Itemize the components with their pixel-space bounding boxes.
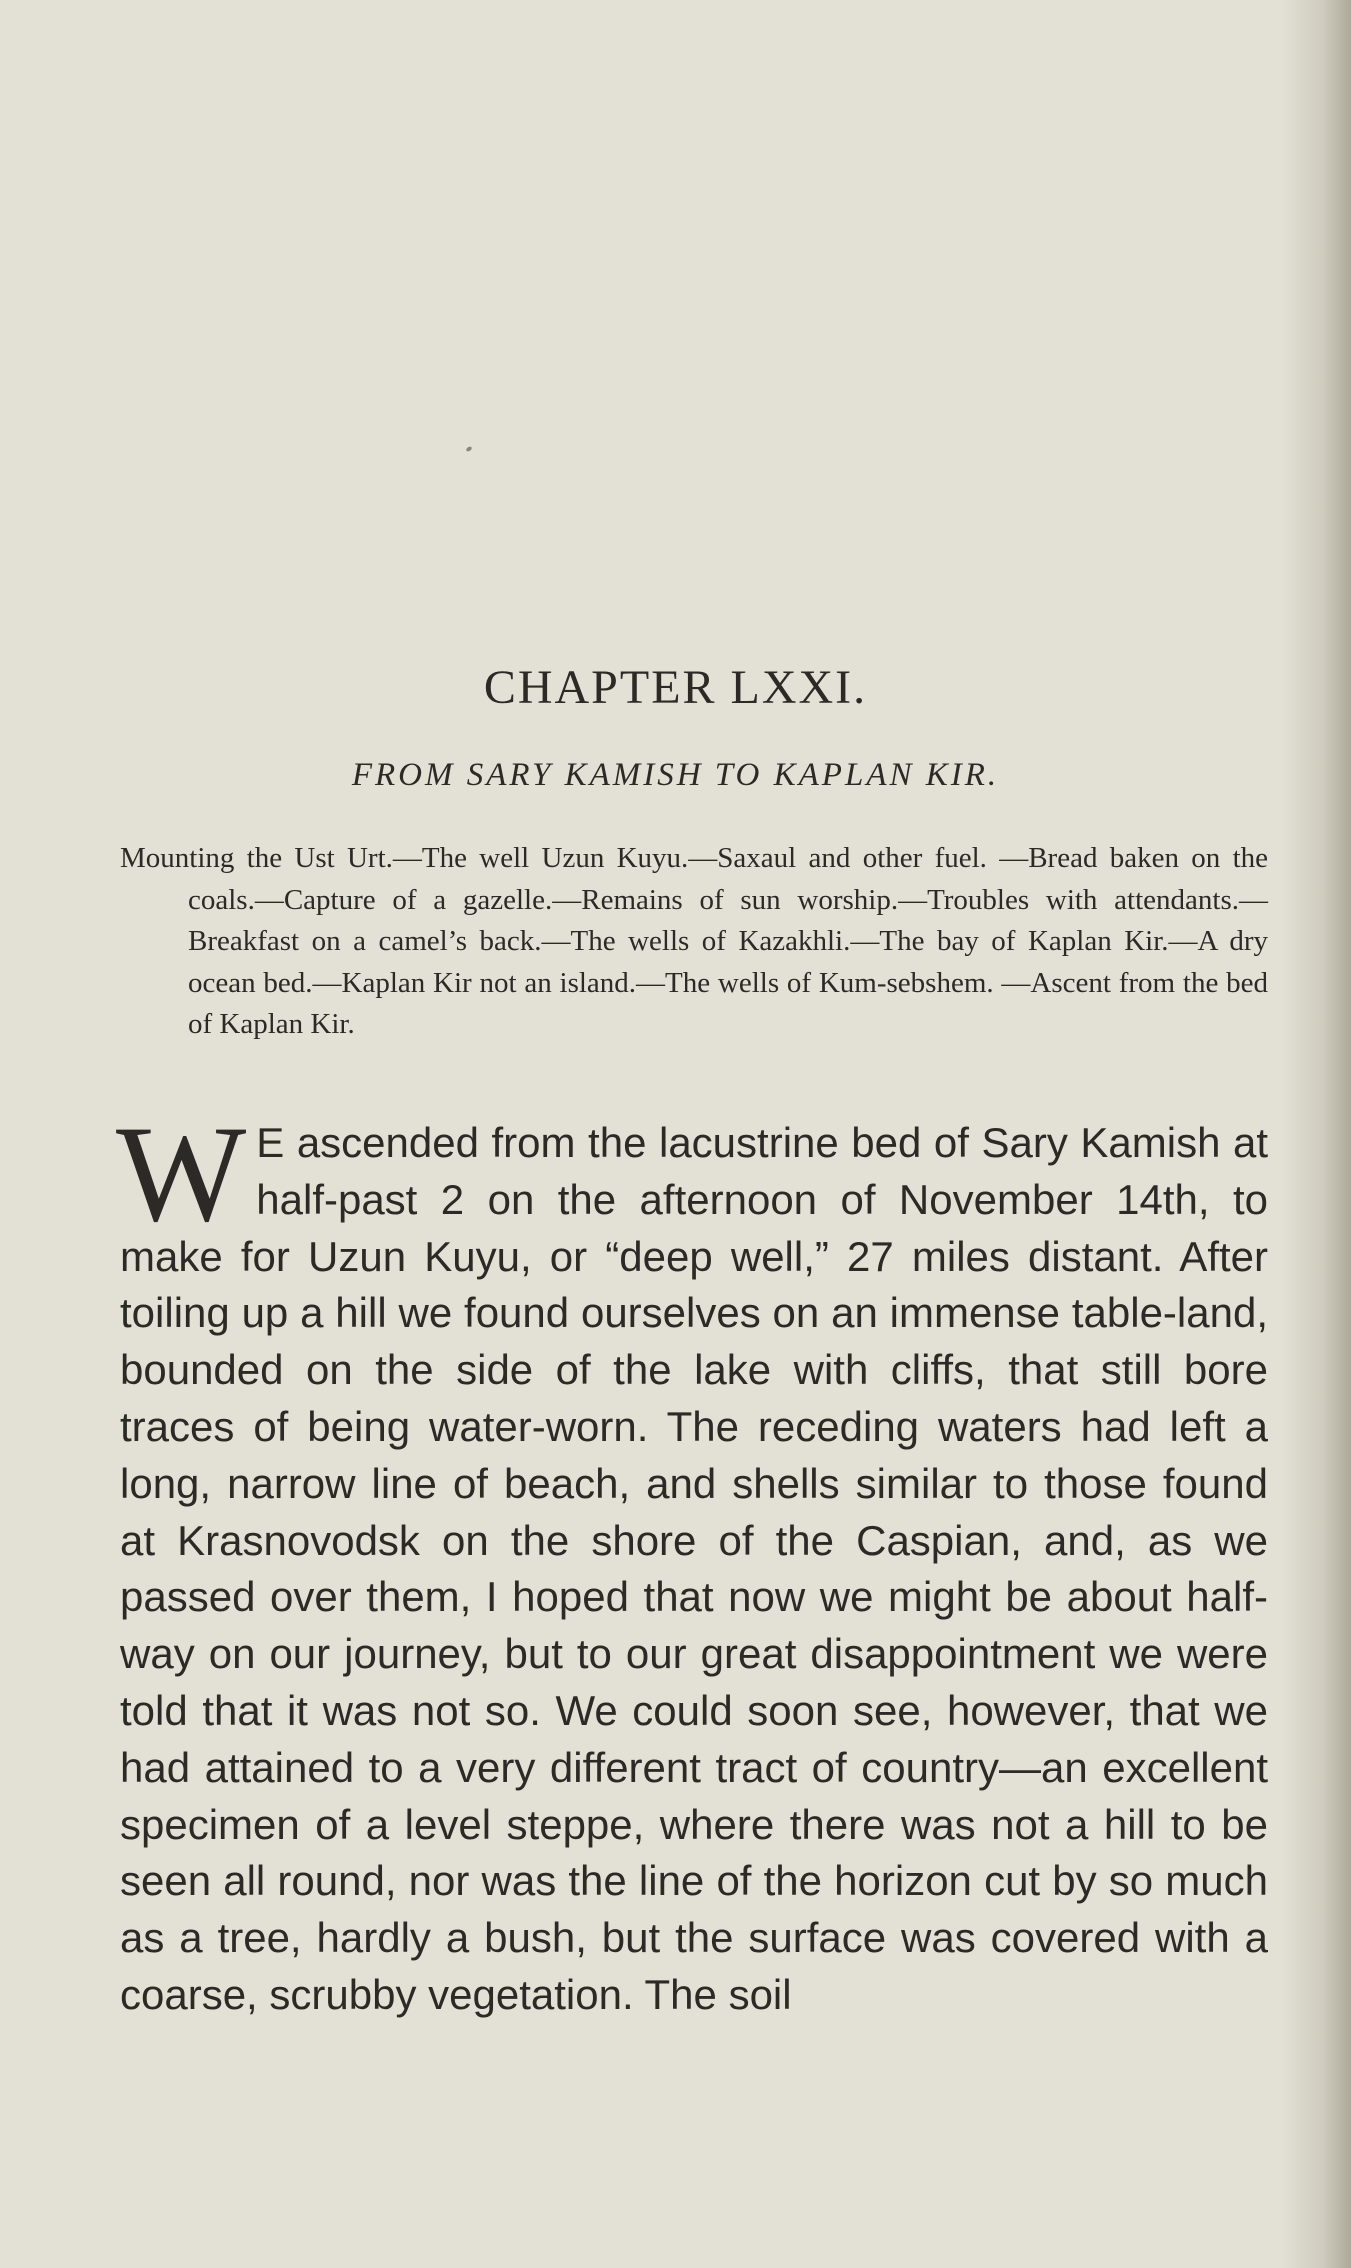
chapter-subtitle: FROM SARY KAMISH TO KAPLAN KIR. [351,757,1000,793]
paper-speck [465,446,472,453]
page-edge-shadow [1281,0,1351,2268]
body-text: E ascended from the lacustrine bed of Sary Kamish at half-past 2 on the afternoon of November 14th, to make for Uzun Kuyu, or “deep well,” 27 miles distant. After toiling up a hill we found ourselves on an immense table-land, bounded on the side of the lake with cliffs, that still bore traces of being water-worn. The receding waters had left a long, narrow line of beach, and shells similar to those found at Krasnovodsk on the shore of the Caspian, and, as we passed over them, I hoped that now we might be about half-way on our journey, but to our great disappointment we were told that it was not so. We could soon see, however, that we had attained to a very different tract of country—an excellent specimen of a level steppe, where there was not a hill to be seen all round, nor was the line of the horizon cut by so much as a tree, hardly a bush, but the surface was covered with a coarse, scrubby vegetation. The soil [120,1119,1268,2018]
chapter-title: CHAPTER LXXI. [483,661,868,714]
chapter-synopsis: Mounting the Ust Urt.—The well Uzun Kuyu.—Saxaul and other fuel. —Bread baken on the coals.—Capture of a gazelle.—Remains of sun worship.—Troubles with attendants.—Breakfast on a camel’s back.—The wells of Kazakhli.—The bay of Kaplan Kir.—A dry ocean bed.—Kaplan Kir not an island.—The wells of Kum-sebshem. —Ascent from the bed of Kaplan Kir. [120,842,1268,1040]
body-paragraph [116,1097,1268,2024]
drop-cap: W [116,1097,247,1250]
